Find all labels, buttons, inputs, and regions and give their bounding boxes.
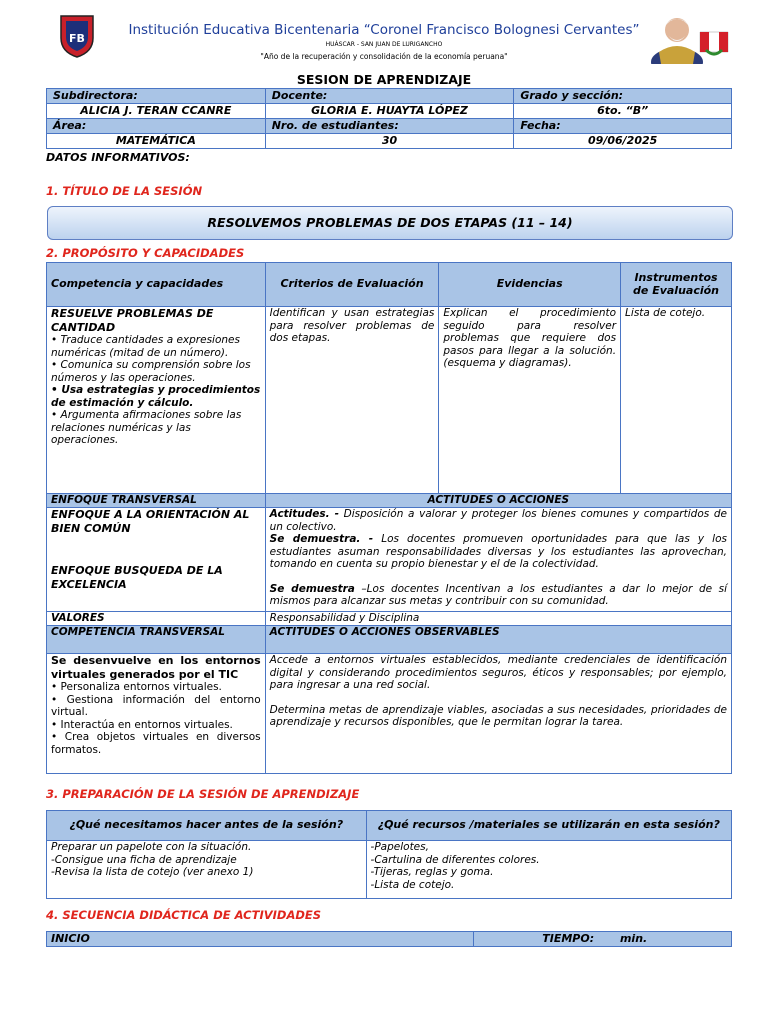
capability-item: • Traduce cantidades a expresiones numéricas (mitad de un número). — [51, 334, 240, 359]
before-item: -Consigue una ficha de aprendizaje — [51, 853, 237, 866]
label-grado: Grado y sección: — [514, 89, 732, 104]
year-motto: "Año de la recuperación y consolidación de la economía peruana" — [260, 52, 508, 61]
header-instrumentos: Instrumentos de Evaluación — [621, 263, 732, 307]
section-4-heading: 4. SECUENCIA DIDÁCTICA DE ACTIVIDADES — [46, 908, 322, 922]
competence-cell — [47, 307, 266, 494]
capability-item: • Usa estrategias y procedimientos de estimación y cálculo. — [51, 384, 261, 409]
value-estudiantes: 30 — [265, 134, 514, 149]
tic-item: • Gestiona información del entorno virtual. — [51, 693, 261, 718]
purpose-table — [46, 262, 732, 774]
enfoque-cell — [47, 508, 266, 612]
instrument-cell: Lista de cotejo. — [621, 307, 732, 494]
se-demuestra-text: Los docentes promueven oportunidades para que las y los estudiantes asuman responsabilidades diversas y los estudiantes las aprovechan, tomando en cuenta su propio bienestar y el de la colectividad. — [269, 533, 727, 570]
tiempo-cell — [474, 932, 732, 947]
label-estudiantes: Nro. de estudiantes: — [265, 119, 514, 134]
material-item: -Cartulina de diferentes colores. — [370, 853, 540, 866]
actitudes-cell — [265, 508, 731, 612]
actitudes-text: Disposición a valorar y proteger los bienes comunes y compartidos de un colectivo. — [269, 508, 727, 533]
se-demuestra-text-2: –Los docentes Incentivan a los estudiantes a dar lo mejor de sí mismos para alcanzar sus metas y contribuir con su comunidad. — [269, 582, 728, 607]
value-docente: GLORIA E. HUAYTA LÓPEZ — [265, 104, 514, 119]
tic-item: • Interactúa en entornos virtuales. — [51, 718, 233, 731]
material-item: -Papelotes, — [370, 841, 429, 853]
datos-informativos: DATOS INFORMATIVOS: — [46, 151, 190, 164]
label-fecha: Fecha: — [514, 119, 732, 134]
valores-label: VALORES — [47, 612, 266, 626]
se-demuestra-label-2: Se demuestra — [269, 582, 355, 595]
material-item: -Lista de cotejo. — [370, 878, 455, 891]
evidence-cell: Explican el procedimiento seguido para resolver problemas que requiere dos pasos para llegar a la solución. (esquema y diagramas). — [439, 307, 621, 494]
section-3-heading: 3. PREPARACIÓN DE LA SESIÓN DE APRENDIZAJE — [46, 787, 360, 801]
label-area: Área: — [47, 119, 266, 134]
enfoque-excelencia: ENFOQUE BUSQUEDA DE LA EXCELENCIA — [51, 564, 223, 591]
tic-item: • Crea objetos virtuales en diversos formatos. — [51, 731, 261, 756]
material-item: -Tijeras, reglas y goma. — [370, 866, 494, 878]
info-table — [46, 88, 732, 149]
institution-name: Institución Educativa Bicentenaria “Coronel Francisco Bolognesi Cervantes” — [128, 22, 640, 38]
criteria-cell: Identifican y usan estrategias para resolver problemas de dos etapas. — [265, 307, 439, 494]
capability-item: • Argumenta afirmaciones sobre las relaciones numéricas y las operaciones. — [51, 409, 242, 446]
institution-location: HUÁSCAR - SAN JUAN DE LURIGANCHO — [325, 41, 443, 48]
header-criterios: Criterios de Evaluación — [265, 263, 439, 307]
header-competencia: Competencia y capacidades — [47, 263, 266, 307]
materials-cell — [366, 841, 731, 899]
label-docente: Docente: — [265, 89, 514, 104]
valores-value: Responsabilidad y Disciplina — [265, 612, 731, 626]
svg-text:FB: FB — [69, 32, 85, 45]
sequence-table — [46, 931, 732, 947]
flag-emblem — [698, 28, 730, 58]
header-materials: ¿Qué recursos /materiales se utilizarán en esta sesión? — [366, 811, 731, 841]
header-before: ¿Qué necesitamos hacer antes de la sesión? — [47, 811, 367, 841]
enfoque-bien-comun: ENFOQUE A LA ORIENTACIÓN AL BIEN COMÚN — [51, 508, 250, 535]
se-demuestra-label: Se demuestra. - — [269, 533, 374, 545]
document-title: SESION DE APRENDIZAJE — [296, 72, 472, 87]
enfoque-header: ENFOQUE TRANSVERSAL — [47, 494, 266, 508]
value-area: MATEMÁTICA — [47, 134, 266, 149]
before-item: -Revisa la lista de cotejo (ver anexo 1) — [51, 866, 254, 878]
value-fecha: 09/06/2025 — [514, 134, 732, 149]
label-subdirectora: Subdirectora: — [47, 89, 266, 104]
header-evidencias: Evidencias — [439, 263, 621, 307]
value-subdirectora: ALICIA J. TERAN CCANRE — [47, 104, 266, 119]
actitudes-header: ACTITUDES O ACCIONES — [265, 494, 731, 508]
inicio-label: INICIO — [47, 932, 474, 947]
tic-title: Se desenvuelve en los entornos virtuales generados por el TIC — [51, 654, 261, 681]
section-1-heading: 1. TÍTULO DE LA SESIÓN — [46, 184, 203, 198]
actitudes-label: Actitudes. - — [269, 508, 339, 520]
competence-title: RESUELVE PROBLEMAS DE CANTIDAD — [51, 307, 214, 334]
session-title-box: RESOLVEMOS PROBLEMAS DE DOS ETAPAS (11 – 14) — [47, 206, 733, 240]
tiempo-unit: min. — [619, 932, 648, 945]
observable-2: Determina metas de aprendizaje viables, asociadas a sus necesidades, prioridades de aprendizaje y recursos disponibles, que le permitan lograr la tarea. — [269, 703, 727, 728]
acciones-observables-label: ACTITUDES O ACCIONES OBSERVABLES — [265, 626, 731, 654]
competencia-transversal-label: COMPETENCIA TRANSVERSAL — [47, 626, 266, 654]
preparation-table — [46, 810, 732, 899]
observable-1: Accede a entornos virtuales establecidos, mediante credenciales de identificación digital y considerando procedimientos seguros, éticos y responsables; por ejemplo, para ingresar a una red social. — [269, 654, 727, 691]
value-grado: 6to. “B” — [514, 104, 732, 119]
tiempo-label: TIEMPO: — [542, 932, 595, 945]
before-cell — [47, 841, 367, 899]
observables-cell — [265, 654, 731, 774]
section-2-heading: 2. PROPÓSITO Y CAPACIDADES — [46, 246, 245, 260]
tic-item: • Personaliza entornos virtuales. — [51, 681, 222, 693]
before-item: Preparar un papelote con la situación. — [51, 841, 252, 853]
tic-cell — [47, 654, 266, 774]
capability-item: • Comunica su comprensión sobre los números y las operaciones. — [51, 359, 251, 384]
